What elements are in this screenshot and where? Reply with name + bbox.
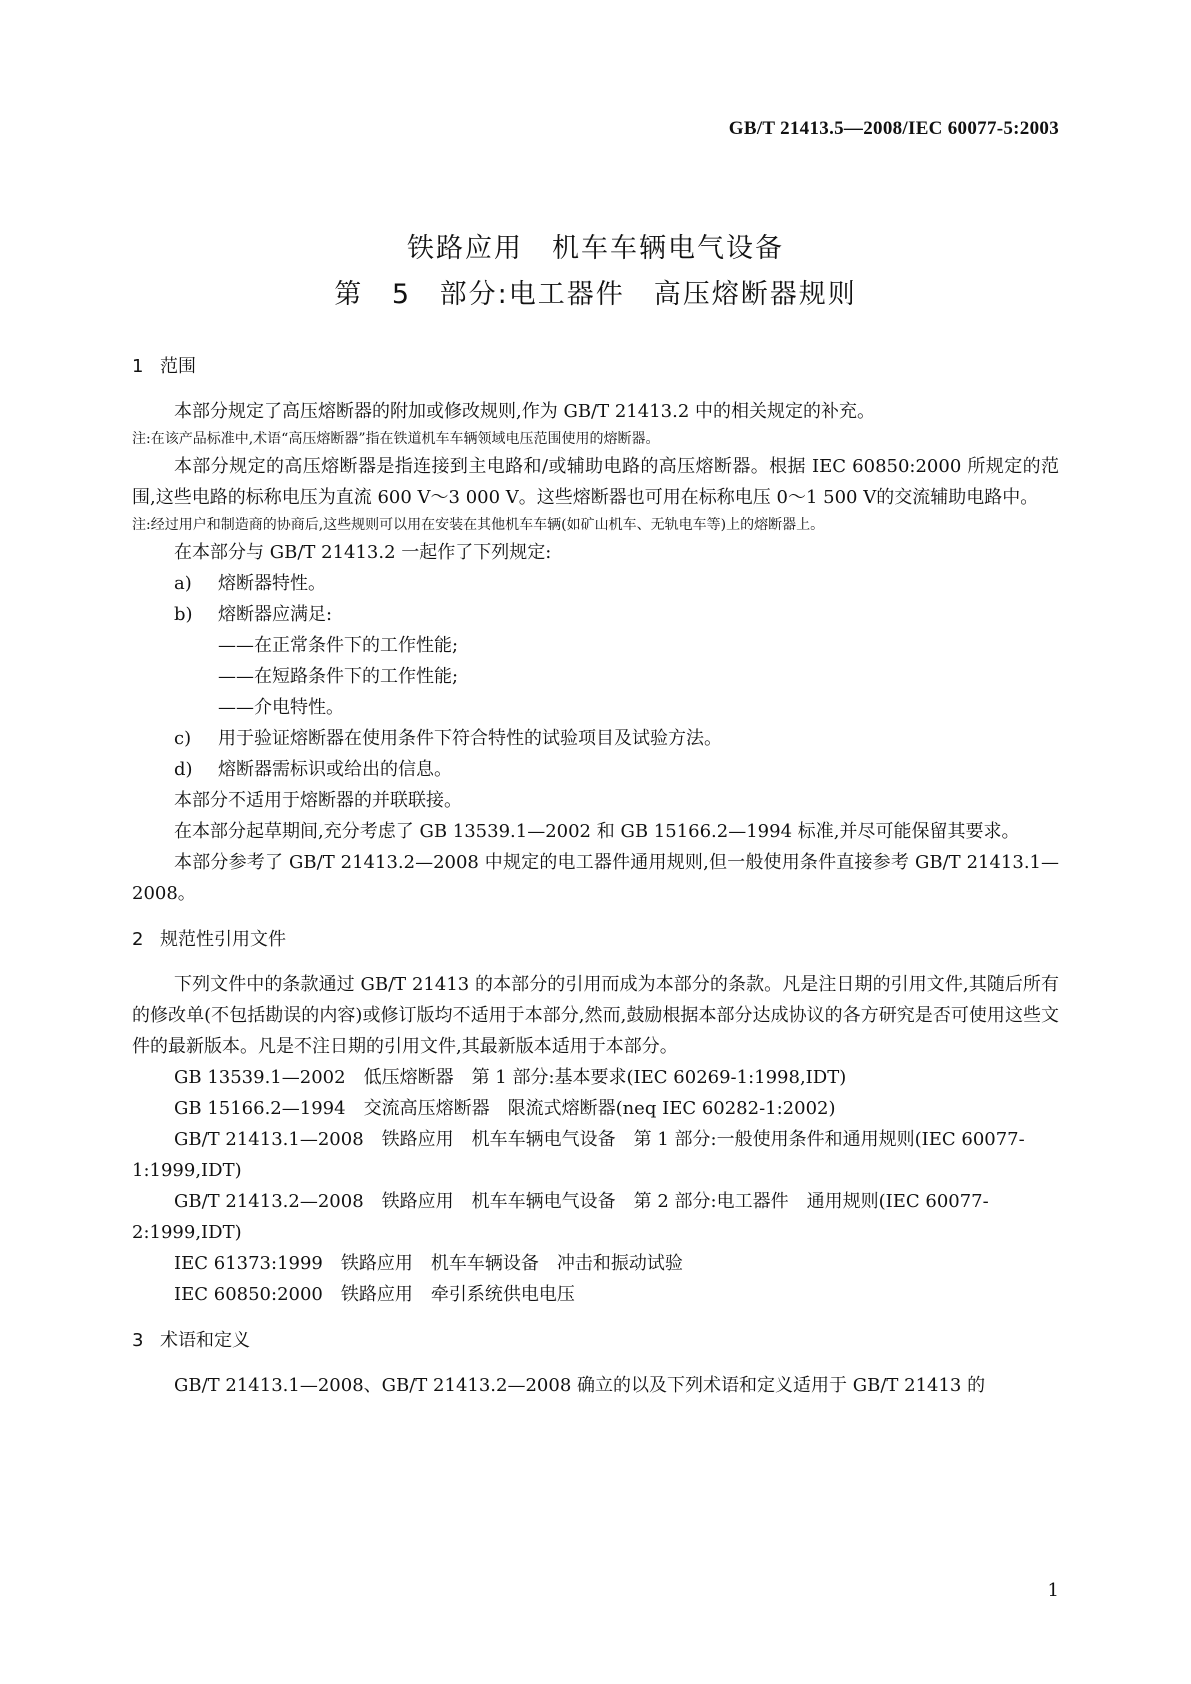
list-item-label: d) xyxy=(174,759,193,780)
dash-item: ——在短路条件下的工作性能; xyxy=(218,666,459,687)
list-item xyxy=(132,754,1059,785)
list-item xyxy=(132,568,1059,599)
note: 注:经过用户和制造商的协商后,这些规则可以用在安装在其他机车车辆(如矿山机车、无轨电车等)上的熔断器上。 xyxy=(132,517,825,533)
dash-item: ——在正常条件下的工作性能; xyxy=(218,635,459,656)
reference-item: IEC 61373:1999 铁路应用 机车车辆设备 冲击和振动试验 xyxy=(174,1253,683,1274)
section-number: 3 xyxy=(132,1330,144,1351)
section-1-heading xyxy=(132,352,1059,382)
list-item-text: 熔断器应满足: xyxy=(218,604,333,625)
section-2-heading xyxy=(132,925,1059,955)
paragraph: 在本部分起草期间,充分考虑了 GB 13539.1—2002 和 GB 15166.2—1994 标准,并尽可能保留其要求。 xyxy=(174,821,1020,842)
reference-item: GB 15166.2—1994 交流高压熔断器 限流式熔断器(neq IEC 60282-1:2002) xyxy=(174,1098,836,1119)
reference-item: GB/T 21413.2—2008 铁路应用 机车车辆电气设备 第 2 部分:电工器件 通用规则(IEC 60077-2:1999,IDT) xyxy=(132,1191,989,1243)
paragraph: 本部分规定了高压熔断器的附加或修改规则,作为 GB/T 21413.2 中的相关规定的补充。 xyxy=(174,401,875,422)
paragraph: 下列文件中的条款通过 GB/T 21413 的本部分的引用而成为本部分的条款。凡是注日期的引用文件,其随后所有的修改单(不包括勘误的内容)或修订版均不适用于本部分,然而,鼓励根据本部分达成协议的各方研究是否可使用这些文件的最新版本。凡是不注日期的引用文件,其最新版本适用于本部分。 xyxy=(132,974,1059,1057)
section-number: 2 xyxy=(132,929,144,950)
list-item-label: a) xyxy=(174,573,192,594)
standard-number: GB/T 21413.5—2008/IEC 60077-5:2003 xyxy=(728,118,1059,139)
paragraph: 本部分参考了 GB/T 21413.2—2008 中规定的电工器件通用规则,但一般使用条件直接参考 GB/T 21413.1—2008。 xyxy=(132,852,1059,904)
reference-item: IEC 60850:2000 铁路应用 牵引系统供电电压 xyxy=(174,1284,575,1305)
paragraph: GB/T 21413.1—2008、GB/T 21413.2—2008 确立的以及下列术语和定义适用于 GB/T 21413 的 xyxy=(174,1375,986,1396)
section-title: 范围 xyxy=(160,356,196,377)
section-number: 1 xyxy=(132,356,144,377)
paragraph: 本部分不适用于熔断器的并联联接。 xyxy=(174,790,462,811)
reference-item: GB/T 21413.1—2008 铁路应用 机车车辆电气设备 第 1 部分:一般使用条件和通用规则(IEC 60077-1:1999,IDT) xyxy=(132,1129,1025,1181)
paragraph: 本部分规定的高压熔断器是指连接到主电路和/或辅助电路的高压熔断器。根据 IEC 60850:2000 所规定的范围,这些电路的标称电压为直流 600 V～3 000 V。这些熔断器也可用在标称电压 0～1 500 V的交流辅助电路中。 xyxy=(132,456,1059,508)
document-title-line-1: 铁路应用 机车车辆电气设备 xyxy=(407,233,784,264)
list-item-label: b) xyxy=(174,604,193,625)
list-item xyxy=(132,599,1059,630)
list-item-text: 熔断器需标识或给出的信息。 xyxy=(218,759,452,780)
section-title: 规范性引用文件 xyxy=(160,929,286,950)
list-item-text: 熔断器特性。 xyxy=(218,573,326,594)
paragraph: 在本部分与 GB/T 21413.2 一起作了下列规定: xyxy=(174,542,552,563)
list-item-label: c) xyxy=(174,728,192,749)
note: 注:在该产品标准中,术语“高压熔断器”指在铁道机车车辆领域电压范围使用的熔断器。 xyxy=(132,431,660,447)
dash-item: ——介电特性。 xyxy=(218,697,344,718)
list-item-text: 用于验证熔断器在使用条件下符合特性的试验项目及试验方法。 xyxy=(218,728,722,749)
reference-item: GB 13539.1—2002 低压熔断器 第 1 部分:基本要求(IEC 60269-1:1998,IDT) xyxy=(174,1067,847,1088)
section-3-heading xyxy=(132,1326,1059,1356)
list-item xyxy=(132,723,1059,754)
document-title-line-2: 第 5 部分:电工器件 高压熔断器规则 xyxy=(334,279,857,310)
document-body xyxy=(132,352,1059,1401)
page-number: 1 xyxy=(1047,1580,1059,1601)
section-title: 术语和定义 xyxy=(160,1330,250,1351)
